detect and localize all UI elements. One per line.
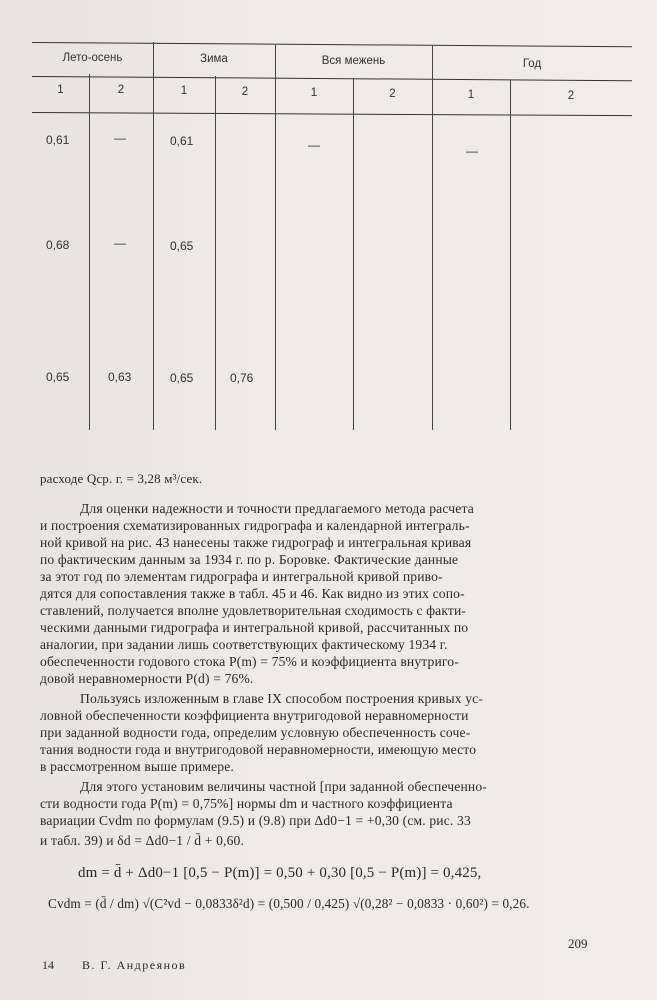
page-number: 209 [568,936,588,951]
table-cell: 0,76 [230,371,254,385]
text-line: Для оценки надежности и точности предлагаемого метода расчета [80,501,474,516]
signature-number: 14 [42,958,54,972]
text-line: ческими данными гидрографа и интегральной кривой, рассчитанных по [40,620,469,635]
text-line: ловной обеспеченности коэффициента внутригодовой неравномерности [40,708,469,723]
text-line: в рассмотренном выше примере. [40,759,234,774]
table-col-divider [215,76,216,430]
text-line: сти водности года P(m) = 0,75%] нормы dm и частного коэффициента [40,796,453,811]
text-line: при заданной водности года, определим условную обеспеченность соче- [40,725,471,740]
group-header-whole-lowwater: Вся межень [321,55,386,67]
text-line: ной кривой на рис. 43 нанесены также гидрограф и интегральная кривая [40,535,472,550]
text-line: ставлений, получается вполне удовлетворительная сходимость с факти- [40,603,467,618]
table-cell: — [466,144,478,158]
data-table [32,38,632,428]
subheader: 2 [567,90,575,102]
text-line: обеспеченности годового стока P(m) = 75% и коэффициента внутриго- [40,654,459,669]
table-cell: 0,63 [108,370,132,384]
table-cell: 0,61 [170,134,194,148]
group-header-winter: Зима [200,53,228,65]
subheader: 1 [57,84,64,96]
table-cell: — [308,138,320,152]
subheader: 1 [310,87,318,99]
table-col-divider [275,44,276,430]
text-line: и построения схематизированных гидрографа и календарной интеграль- [40,518,470,533]
table-cell: — [114,131,126,145]
table-col-divider [153,42,154,430]
table-cell: 0,65 [170,371,194,385]
equation-dm: dm = d̄ + Δd0−1 [0,5 − P(m)] = 0,50 + 0,30 [0,5 − P(m)] = 0,425, [78,865,482,881]
subheader: 1 [467,89,475,101]
text-line: тания водности года и внутригодовой неравномерности, имеющую место [40,742,477,757]
table-col-divider [510,80,511,430]
text-line: расходе Qср. г. = 3,28 м³/сек. [40,471,203,486]
table-cell: 0,65 [46,370,70,384]
group-header-summer-autumn: Лето-осень [62,52,123,64]
equation-cv: Cvdm = (d̄ / dm) √(C²vd − 0,0833δ²d) = (0,500 / 0,425) √(0,28² − 0,0833 · 0,60²) = 0,26. [48,896,530,911]
table-col-divider [353,78,354,430]
group-header-year: Год [522,58,542,70]
text-line: за этот год по элементам гидрографа и интегральной кривой приво- [40,569,443,584]
table-header-rule [32,112,632,116]
subheader: 2 [241,86,249,98]
table-cell: 0,68 [46,238,70,252]
text-line: вариации Cvdm по формулам (9.5) и (9.8) при Δd0−1 = +0,30 (см. рис. 33 [40,813,471,828]
author-name: В. Г. Андреянов [82,958,187,972]
subheader: 1 [180,85,188,97]
table-cell: — [114,236,126,250]
text-line: Пользуясь изложенным в главе IX способом построения кривых ус- [80,691,484,706]
text-line: аналогии, при задании лишь соответствующих фактическому 1934 г. [40,637,448,652]
subheader: 2 [117,84,125,96]
subheader: 2 [389,88,396,100]
table-group-rule [32,76,632,81]
table-cell: 0,65 [170,239,194,253]
text-line: Для этого установим величины частной [при заданной обеспеченно- [80,779,487,794]
table-col-divider [89,74,90,430]
text-line: довой неравномерности P(d) = 76%. [40,671,254,686]
table-top-rule [32,42,632,47]
text-line: дятся для сопоставления также в табл. 45 и 46. Как видно из этих сопо- [40,586,465,601]
table-cell: 0,61 [46,133,70,147]
table-col-divider [432,46,433,430]
text-line: и табл. 39) и δd = Δd0−1 / d̄ + 0,60. [40,833,245,848]
text-line: по фактическим данным за 1934 г. по р. Боровке. Фактические данные [40,552,459,567]
